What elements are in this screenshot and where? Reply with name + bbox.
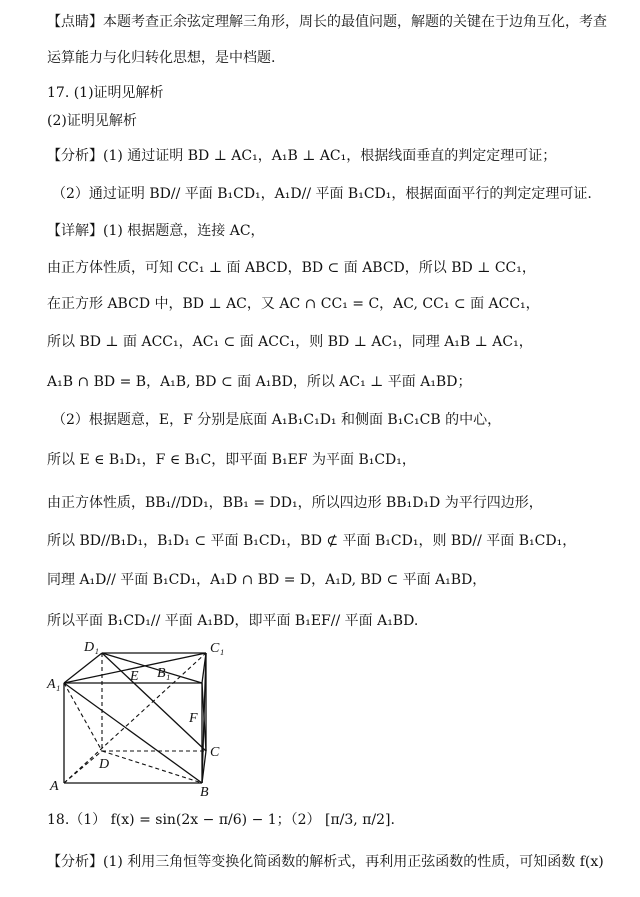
label-e: E — [130, 669, 139, 684]
text-line-3: 17. (1)证明见解析 — [47, 85, 164, 101]
text-line-1: 【点睛】本题考查正余弦定理解三角形，周长的最值问题，解题的关键在于边角互化，考查 — [47, 14, 607, 30]
label-a: A — [50, 779, 59, 794]
text-line-14: 由正方体性质，BB₁//DD₁，BB₁ = DD₁，所以四边形 BB₁D₁D 为平行四边形， — [47, 495, 543, 511]
text-line-18: 18.（1） f(x) = sin(2x − π/6) − 1；（2） [π/3, π/2]. — [47, 812, 395, 828]
label-c: C — [210, 745, 220, 760]
text-line-2: 运算能力与化归转化思想，是中档题. — [47, 50, 276, 66]
text-line-9: 在正方形 ABCD 中，BD ⊥ AC，又 AC ∩ CC₁ = C，AC, CC₁ ⊂ 面 ACC₁， — [47, 296, 540, 312]
text-line-13: 所以 E ∈ B₁D₁，F ∈ B₁C，即平面 B₁EF 为平面 B₁CD₁， — [47, 452, 416, 468]
label-f: F — [189, 711, 198, 726]
label-c1: C₁ — [210, 641, 225, 656]
text-line-4: (2)证明见解析 — [47, 113, 137, 129]
text-line-10: 所以 BD ⊥ 面 ACC₁，AC₁ ⊂ 面 ACC₁，则 BD ⊥ AC₁，同理 A₁B ⊥ AC₁， — [47, 334, 533, 350]
hidden-diag-a1d — [64, 683, 102, 751]
text-line-8: 由正方体性质，可知 CC₁ ⊥ 面 ABCD，BD ⊂ 面 ABCD，所以 BD ⊥ CC₁， — [47, 260, 536, 276]
diag-a1b — [64, 683, 202, 783]
hidden-diag-db — [102, 751, 202, 783]
cube-diagram — [44, 638, 234, 798]
label-d: D — [99, 757, 110, 772]
label-d1: D₁ — [84, 640, 99, 655]
text-line-5: 【分析】(1) 通过证明 BD ⊥ AC₁，A₁B ⊥ AC₁，根据线面垂直的判定定理可证； — [47, 148, 557, 164]
text-line-15: 所以 BD//B₁D₁，B₁D₁ ⊂ 平面 B₁CD₁，BD ⊄ 平面 B₁CD₁，则 BD// 平面 B₁CD₁， — [47, 533, 577, 549]
text-line-12: （2）根据题意，E，F 分别是底面 A₁B₁C₁D₁ 和侧面 B₁C₁CB 的中心， — [52, 412, 502, 428]
text-line-6: （2）通过证明 BD// 平面 B₁CD₁，A₁D// 平面 B₁CD₁，根据面面平行的判定定理可证. — [52, 186, 592, 202]
text-line-16: 同理 A₁D// 平面 B₁CD₁，A₁D ∩ BD = D，A₁D, BD ⊂ 平面 A₁BD， — [47, 572, 487, 588]
text-line-7: 【详解】(1) 根据题意，连接 AC， — [47, 223, 265, 239]
label-a1: A₁ — [47, 677, 61, 692]
label-b: B — [200, 785, 209, 798]
text-line-17: 所以平面 B₁CD₁// 平面 A₁BD，即平面 B₁EF// 平面 A₁BD. — [47, 613, 419, 629]
cube-figure — [44, 638, 234, 798]
label-b1: B₁ — [157, 666, 171, 681]
text-line-11: A₁B ∩ BD = B，A₁B, BD ⊂ 面 A₁BD，所以 AC₁ ⊥ 平面 A₁BD； — [47, 374, 472, 390]
text-line-19: 【分析】(1) 利用三角恒等变换化简函数的解析式，再利用正弦函数的性质，可知函数 f(x) — [47, 854, 604, 870]
